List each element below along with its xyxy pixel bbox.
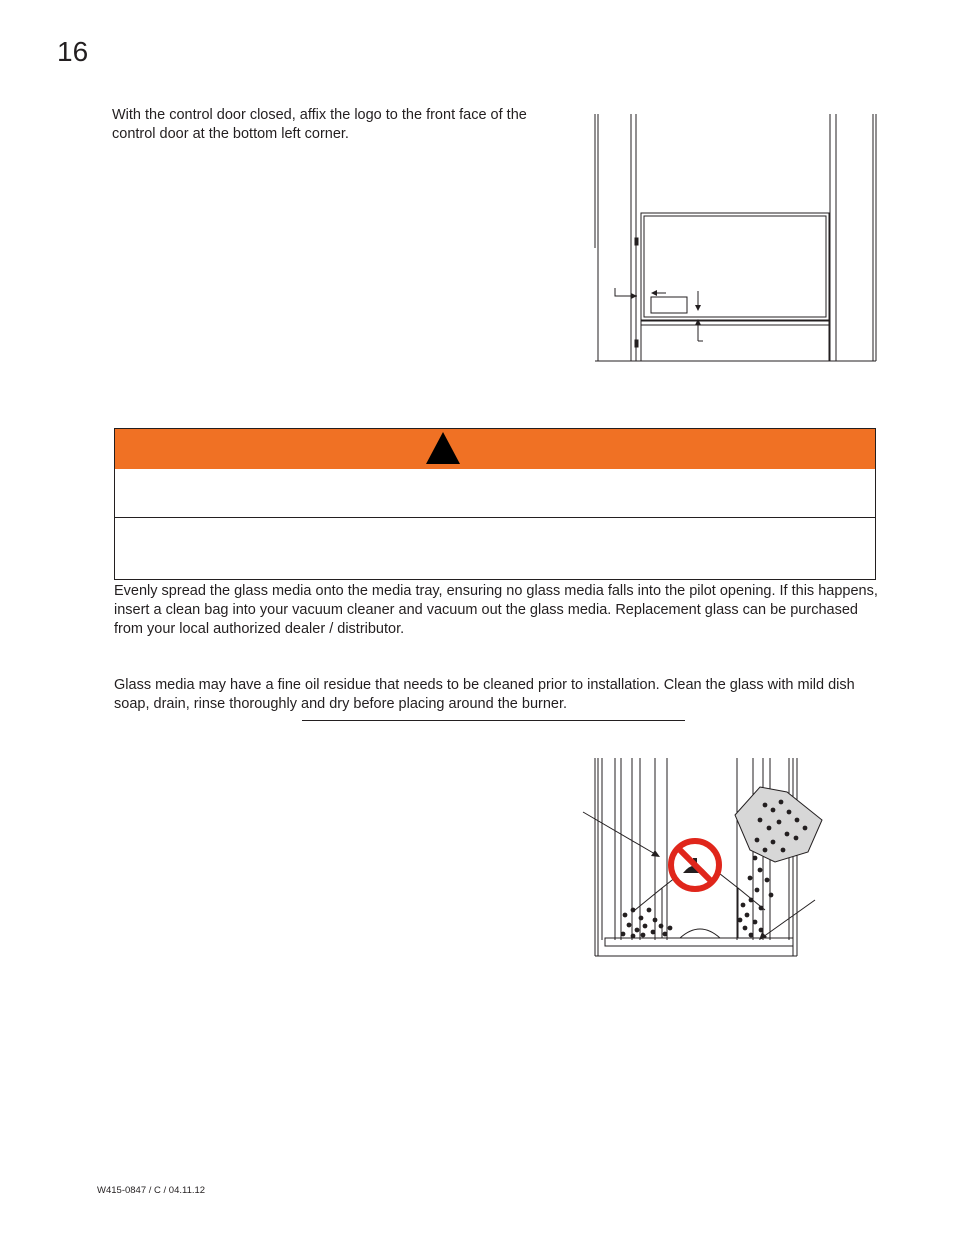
glass-media-diagram <box>575 750 850 965</box>
warning-header <box>115 429 875 469</box>
logo-placement-diagram <box>590 110 880 366</box>
page-number: 16 <box>57 36 89 67</box>
no-symbol-icon <box>671 841 719 889</box>
glass-cleaning-instruction-text: Glass media may have a fine oil residue that needs to be cleaned prior to installation. Clean the glass with mild dish soap, drain, rinse thoroughly and dry before placing around the burner. <box>114 677 855 712</box>
warning-row <box>115 517 875 579</box>
logo-instruction-text: With the control door closed, affix the logo to the front face of the control door at the bottom left corner. <box>112 107 527 142</box>
warning-triangle-icon <box>425 431 461 465</box>
document-code: W415-0847 / C / 04.11.12 <box>97 1185 206 1196</box>
glass-spread-instruction-text: Evenly spread the glass media onto the media tray, ensuring no glass media falls into the pilot opening. If this happens, insert a clean bag into your vacuum cleaner and vacuum out the glass media. Replacement glass can be purchased from your local authorized dealer / distributor. <box>114 583 878 637</box>
warning-row <box>115 469 875 517</box>
warning-box <box>114 428 876 580</box>
section-divider <box>302 720 685 721</box>
